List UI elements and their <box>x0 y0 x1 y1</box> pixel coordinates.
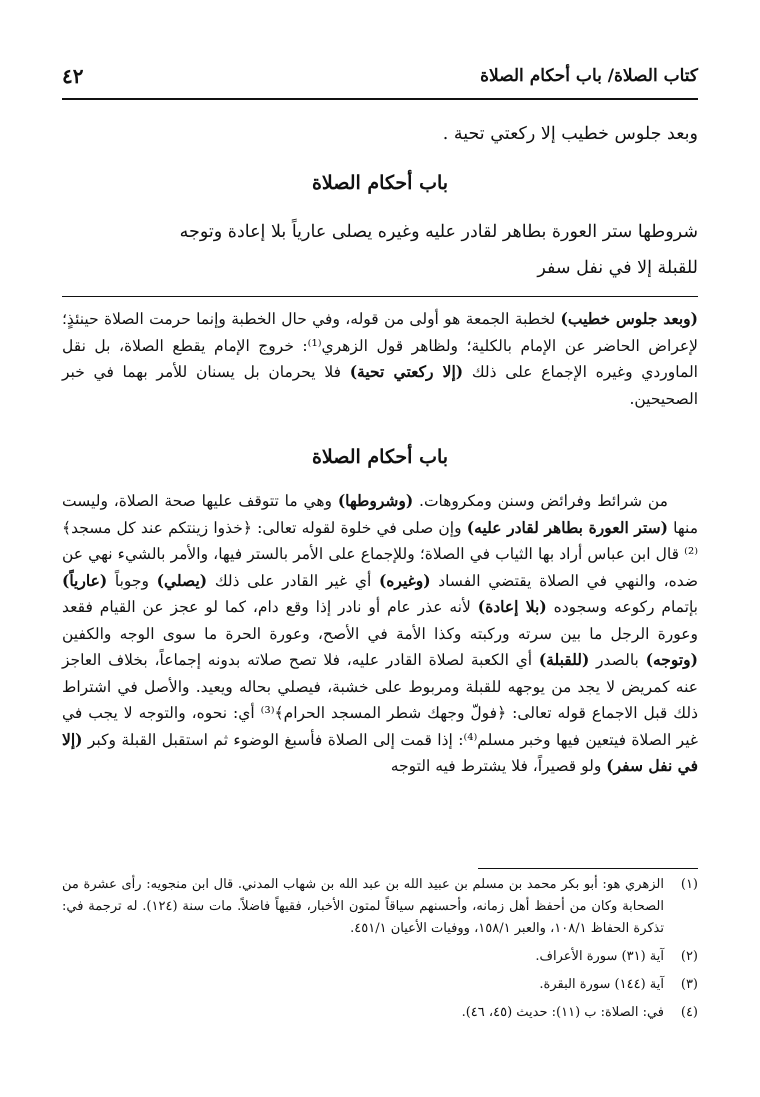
footnote-number: (١) <box>680 877 698 892</box>
footnote-text: آية (١٤٤) سورة البقرة. <box>539 977 664 992</box>
commentary-text: فلا يحرمان بل يسنان للأمر بهما في خبر الصحيحين. <box>62 363 698 408</box>
footnote-text: آية (٣١) سورة الأعراف. <box>535 949 664 964</box>
commentary-text: ولو قصيراً، فلا يشترط فيه التوجه <box>390 757 607 775</box>
matn-line-2: للقبلة إلا في نفل سفر <box>537 258 698 278</box>
footnote-divider <box>478 868 698 869</box>
footnote-1 <box>62 874 698 940</box>
footnote-2 <box>62 946 698 968</box>
matn-line-top: وبعد جلوس خطيب إلا ركعتي تحية . <box>442 124 698 144</box>
quoted-matn: (ستر العورة بطاهر لقادر عليه) <box>466 517 668 537</box>
commentary-text: بالصدر <box>589 651 646 669</box>
commentary-text: أي غير القادر على ذلك <box>207 571 379 590</box>
page-header <box>62 58 698 94</box>
quoted-matn: (وشروطها) <box>337 491 414 510</box>
footnote-text: الزهري هو: أبو بكر محمد بن مسلم بن عبيد الله بن عبد الله بن شهاب المدني. قال ابن منجويه: رأى عشرة من الصحابة وكان من أحفظ أهل زمانه، وأحسنهم سياقاً لمتون الأخبار، فقيهاً فاضلاً. مات سنة (١٢٤). له ترجمة في: تذكرة الحفاظ ١٠٨/١، والعبر ١٥٨/١، ووفيات الأعيان ٤٥١/١. <box>62 877 664 936</box>
commentary-text: : إذا قمت إلى الصلاة فأسبغ الوضوء ثم استقبل القبلة وكبر <box>82 730 464 749</box>
quoted-matn: (وبعد جلوس خطيب) <box>560 309 698 328</box>
footnotes <box>62 874 698 1030</box>
matn-text <box>62 214 698 286</box>
page-number: ٤٢ <box>62 64 84 88</box>
section-heading-2: باب أحكام الصلاة <box>311 446 449 468</box>
footnote-4 <box>62 1002 698 1024</box>
commentary-text: بإتمام ركوعه وسجوده <box>546 598 698 616</box>
matn-line-1: شروطها ستر العورة بطاهر لقادر عليه وغيره يصلى عارياً بلا إعادة وتوجه <box>179 222 698 242</box>
quoted-matn: (وتوجه) <box>645 650 698 669</box>
commentary-text: وهي ما تتوقف عليها صحة الصلاة، وليست منها <box>62 492 699 537</box>
commentary-text: وجوباً <box>107 571 157 590</box>
footnote-ref: ⁽³⁾ <box>260 704 275 722</box>
quoted-matn: (يصلي) <box>156 570 208 590</box>
footnote-ref: ⁽¹⁾ <box>307 336 322 355</box>
commentary-text: لخطبة الجمعة هو أولى من قوله، وفي حال الخطبة وإنما حرمت الصلاة حينئذٍ؛ لإعراض الحاضر عن الإمام بالكلية؛ ولظاهر قول الزهري <box>62 310 698 355</box>
commentary-text: أي الكعبة لصلاة القادر عليه، فلا تصح صلاته بدونه إجماعاً، بخلاف العاجز عنه كمريض لا يجد من يوجهه للقبلة ومربوط على خشبة، فيصلي بحاله ويعيد. والأصل في اشتراط ذلك قبل الاجماع قوله تعالى: ﴿فولّ وجهك شطر المسجد الحرام﴾ <box>62 651 698 722</box>
commentary-text: لأنه عذر عام أو نادر إذا وقع دام، كما لو عجز عن القيام فقعد وعورة الرجل ما بين سرته وركبته وكذا الأمة في الأصح، وعورة الحرة ما سوى الوجه والكفين <box>62 598 698 643</box>
commentary-text: : خروج الإمام يقطع الصلاة، بل نقل الماوردي وغيره الإجماع على ذلك <box>62 336 698 381</box>
commentary-paragraph-1 <box>62 306 698 412</box>
quoted-matn: (بلا إعادة) <box>477 597 547 616</box>
header-divider <box>62 98 698 100</box>
running-title: كتاب الصلاة/ باب أحكام الصلاة <box>480 66 698 86</box>
footnote-number: (٣) <box>680 977 698 992</box>
commentary-text: قال ابن عباس أراد بها الثياب في الصلاة؛ وللإجماع على الأمر بالستر فيها، والأمر بالشيء نهي عن ضده، والنهي في الصلاة يقتضي الفساد <box>62 545 699 590</box>
quoted-matn: (عارياً) <box>62 570 108 590</box>
quoted-matn: (إلا ركعتي تحية) <box>349 362 464 381</box>
footnote-3 <box>62 974 698 996</box>
footnote-number: (٢) <box>680 949 698 964</box>
quoted-matn: (للقبلة) <box>538 650 590 669</box>
footnote-ref: ⁽⁴⁾ <box>463 730 478 749</box>
footnote-ref: ⁽²⁾ <box>684 545 698 563</box>
commentary-text: وإن صلى في خلوة لقوله تعالى: ﴿خذوا زينتكم عند كل مسجد﴾ <box>62 518 467 537</box>
commentary-paragraph-2 <box>62 488 698 780</box>
footnote-text: في: الصلاة: ب (١١): حديث (٤٥، ٤٦). <box>461 1005 664 1020</box>
section-heading-1: باب أحكام الصلاة <box>311 172 449 194</box>
commentary-text: أي: نحوه، والتوجه لا يجب في غير الصلاة فيتعين فيها وخبر مسلم <box>62 704 699 749</box>
matn-sharh-divider <box>62 296 698 297</box>
footnote-number: (٤) <box>680 1005 698 1020</box>
quoted-matn: (وغيره) <box>378 570 431 590</box>
quoted-matn: (إلا في نفل سفر) <box>62 729 698 775</box>
commentary-text: من شرائط وفرائض وسنن ومكروهات. <box>413 492 668 510</box>
